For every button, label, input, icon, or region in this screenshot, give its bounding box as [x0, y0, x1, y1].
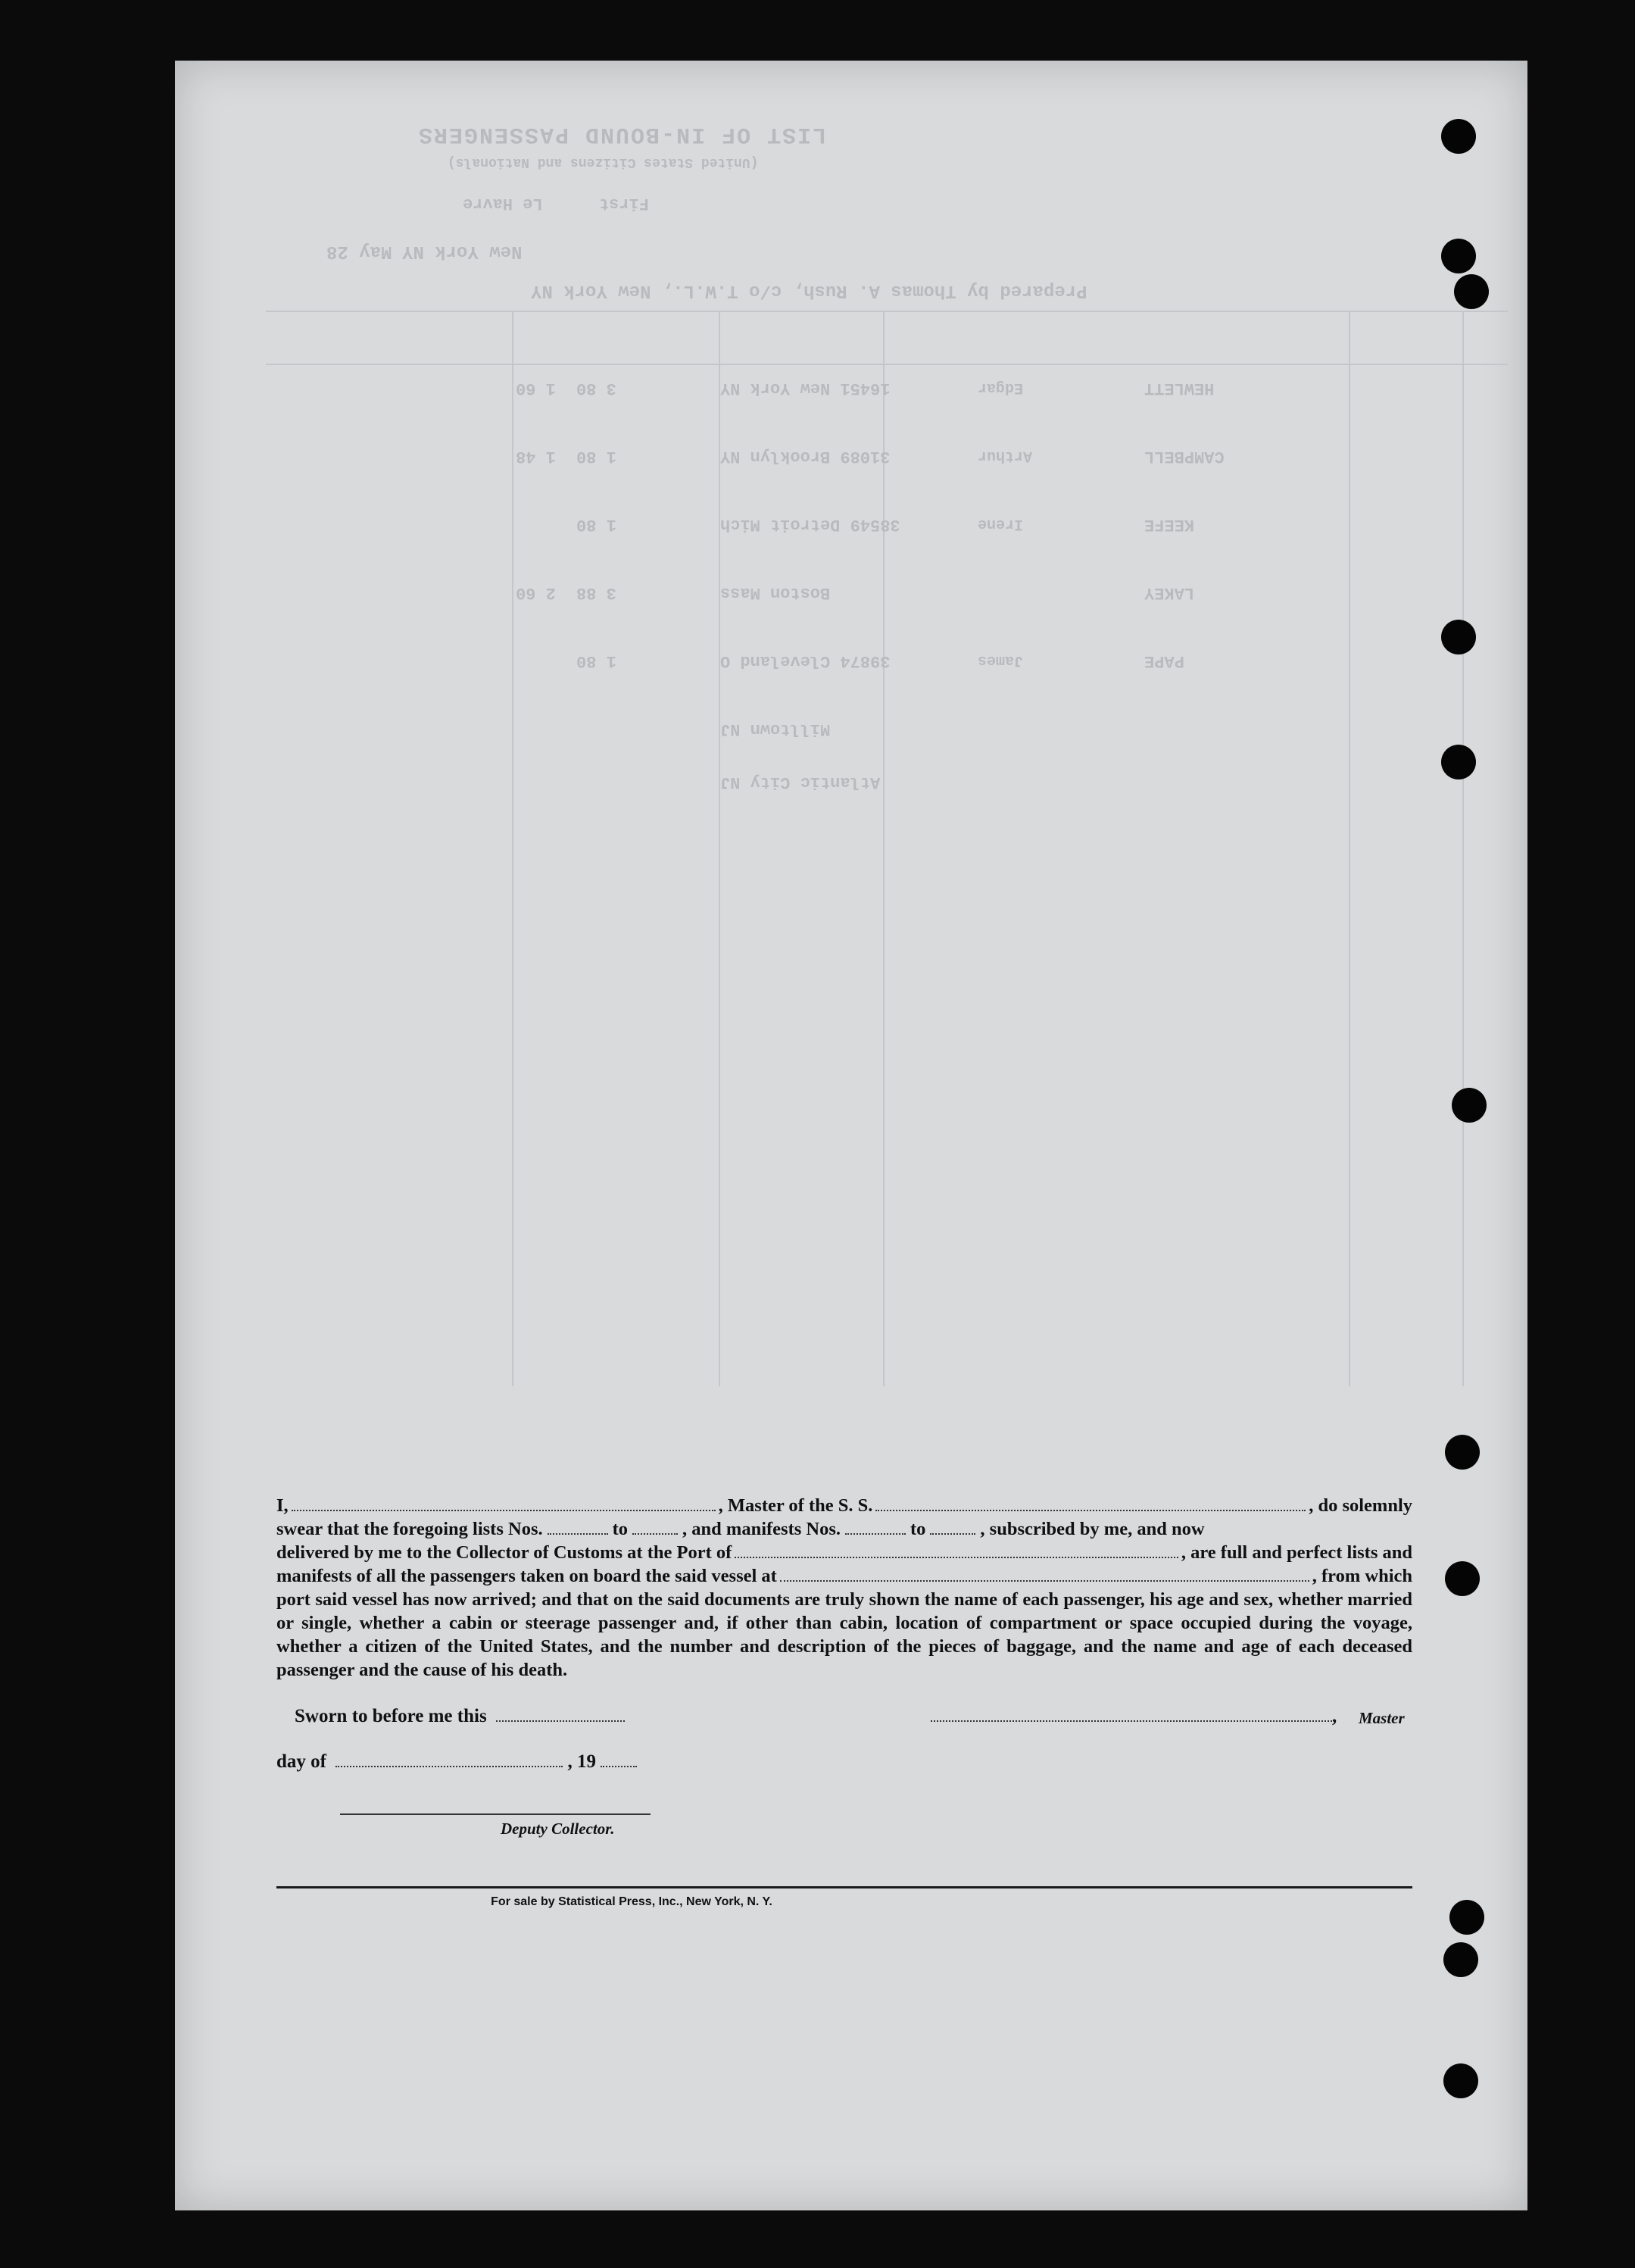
punch-hole — [1441, 620, 1476, 654]
oath-port-of: delivered by me to the Collector of Customs at the Port of — [276, 1542, 732, 1563]
ghost-prepared-line: Prepared by Thomas A. Rush, c/o T.W.L., New York NY — [531, 280, 1087, 301]
oath-to-1: to — [612, 1519, 629, 1539]
ghost-from: Le Havre — [463, 194, 543, 213]
punch-hole — [1445, 1435, 1480, 1470]
ghost-address: 31089 Brooklyn NY — [720, 447, 891, 466]
ghost-address: 38549 Detroit Mich — [720, 515, 900, 534]
day-of-label: day of — [276, 1751, 326, 1772]
ghost-surname: KEEFE — [1144, 515, 1195, 534]
ghost-col-b: 1 48 — [516, 447, 556, 466]
punch-hole — [1441, 239, 1476, 273]
ghost-surname: HEWLETT — [1144, 379, 1215, 398]
ghost-address: 39874 Cleveland O — [720, 651, 891, 670]
ghost-list-subtitle: (United States Citizens and Nationals) — [448, 155, 759, 170]
oath-line-2 — [276, 1517, 1412, 1541]
year-prefix: , 19 — [567, 1751, 596, 1772]
ghost-list-title: LIST OF IN-BOUND PASSENGERS — [417, 121, 827, 147]
punch-hole — [1452, 1088, 1487, 1123]
ghost-address: Milltown NJ — [720, 720, 831, 739]
oath-subscribed: , subscribed by me, and now — [980, 1519, 1205, 1539]
ghost-given-name: Arthur — [978, 447, 1033, 464]
ghost-col-b: 2 60 — [516, 583, 556, 602]
ghost-col-b: 1 60 — [516, 379, 556, 398]
sworn-label: Sworn to before me this — [295, 1706, 487, 1726]
punch-hole — [1445, 1561, 1480, 1596]
ghost-col-a: 1 80 — [576, 651, 616, 670]
oath-from-which: , from which — [1312, 1566, 1412, 1586]
ghost-arriving-port: New York NY — [402, 241, 523, 261]
oath-lists-nos: swear that the foregoing lists Nos. — [276, 1519, 543, 1539]
master-signature-line: , — [931, 1706, 1337, 1727]
punch-hole — [1441, 119, 1476, 154]
punch-hole — [1443, 2063, 1478, 2098]
oath-manifests-nos: , and manifests Nos. — [682, 1519, 841, 1539]
deputy-signature-line — [340, 1813, 651, 1815]
punch-hole — [1443, 1942, 1478, 1977]
punch-hole — [1441, 745, 1476, 779]
ghost-surname: LAKEY — [1144, 583, 1195, 602]
footer-rule — [276, 1886, 1412, 1888]
ghost-col-a: 3 80 — [576, 379, 616, 398]
ghost-col-a: 1 80 — [576, 515, 616, 534]
deputy-collector-label: Deputy Collector. — [501, 1820, 615, 1838]
ghost-given-name: James — [978, 651, 1024, 669]
manifest-page — [175, 61, 1527, 2210]
oath-i: I, — [276, 1495, 289, 1516]
oath-line-3 — [276, 1541, 1412, 1564]
day-of-row — [276, 1751, 637, 1773]
punch-hole — [1449, 1900, 1484, 1935]
ghost-given-name: Edgar — [978, 379, 1024, 396]
oath-do-solemnly: , do solemnly — [1309, 1495, 1412, 1516]
ghost-address: Boston Mass — [720, 583, 831, 602]
oath-master-of-ss: , Master of the S. S. — [718, 1495, 873, 1516]
ghost-col-a: 1 80 — [576, 447, 616, 466]
ghost-class: First — [599, 194, 650, 213]
ghost-col-a: 3 88 — [576, 583, 616, 602]
oath-line-4 — [276, 1564, 1412, 1588]
ghost-given-name: Irene — [978, 515, 1024, 533]
master-label: Master — [1359, 1709, 1405, 1727]
oath-paragraph — [276, 1494, 1412, 1682]
punch-hole — [1454, 274, 1489, 309]
ghost-surname: PAPE — [1144, 651, 1184, 670]
ghost-address: Atlantic City NJ — [720, 773, 881, 792]
oath-line-1 — [276, 1494, 1412, 1517]
oath-vessel-at: manifests of all the passengers taken on board the said vessel at — [276, 1566, 777, 1586]
oath-to-2: to — [910, 1519, 926, 1539]
ghost-address: 16451 New York NY — [720, 379, 891, 398]
printer-note: For sale by Statistical Press, Inc., New York, N. Y. — [491, 1895, 772, 1908]
ghost-date: May 28 — [326, 241, 392, 261]
oath-full-perfect: , are full and perfect lists and — [1181, 1542, 1412, 1563]
ghost-surname: CAMPBELL — [1144, 447, 1225, 466]
oath-body: port said vessel has now arrived; and that on the said documents are truly shown the name of each passenger, his age and sex, whether married or single, whether a cabin or steerage passenger and, if other than cabin, location of compartment or space occupied during the voyage, whether a citizen of the United States, and the number and description of the pieces of baggage, and the name and age of each deceased passenger and the cause of his death. — [276, 1589, 1412, 1680]
sworn-row — [295, 1706, 625, 1727]
